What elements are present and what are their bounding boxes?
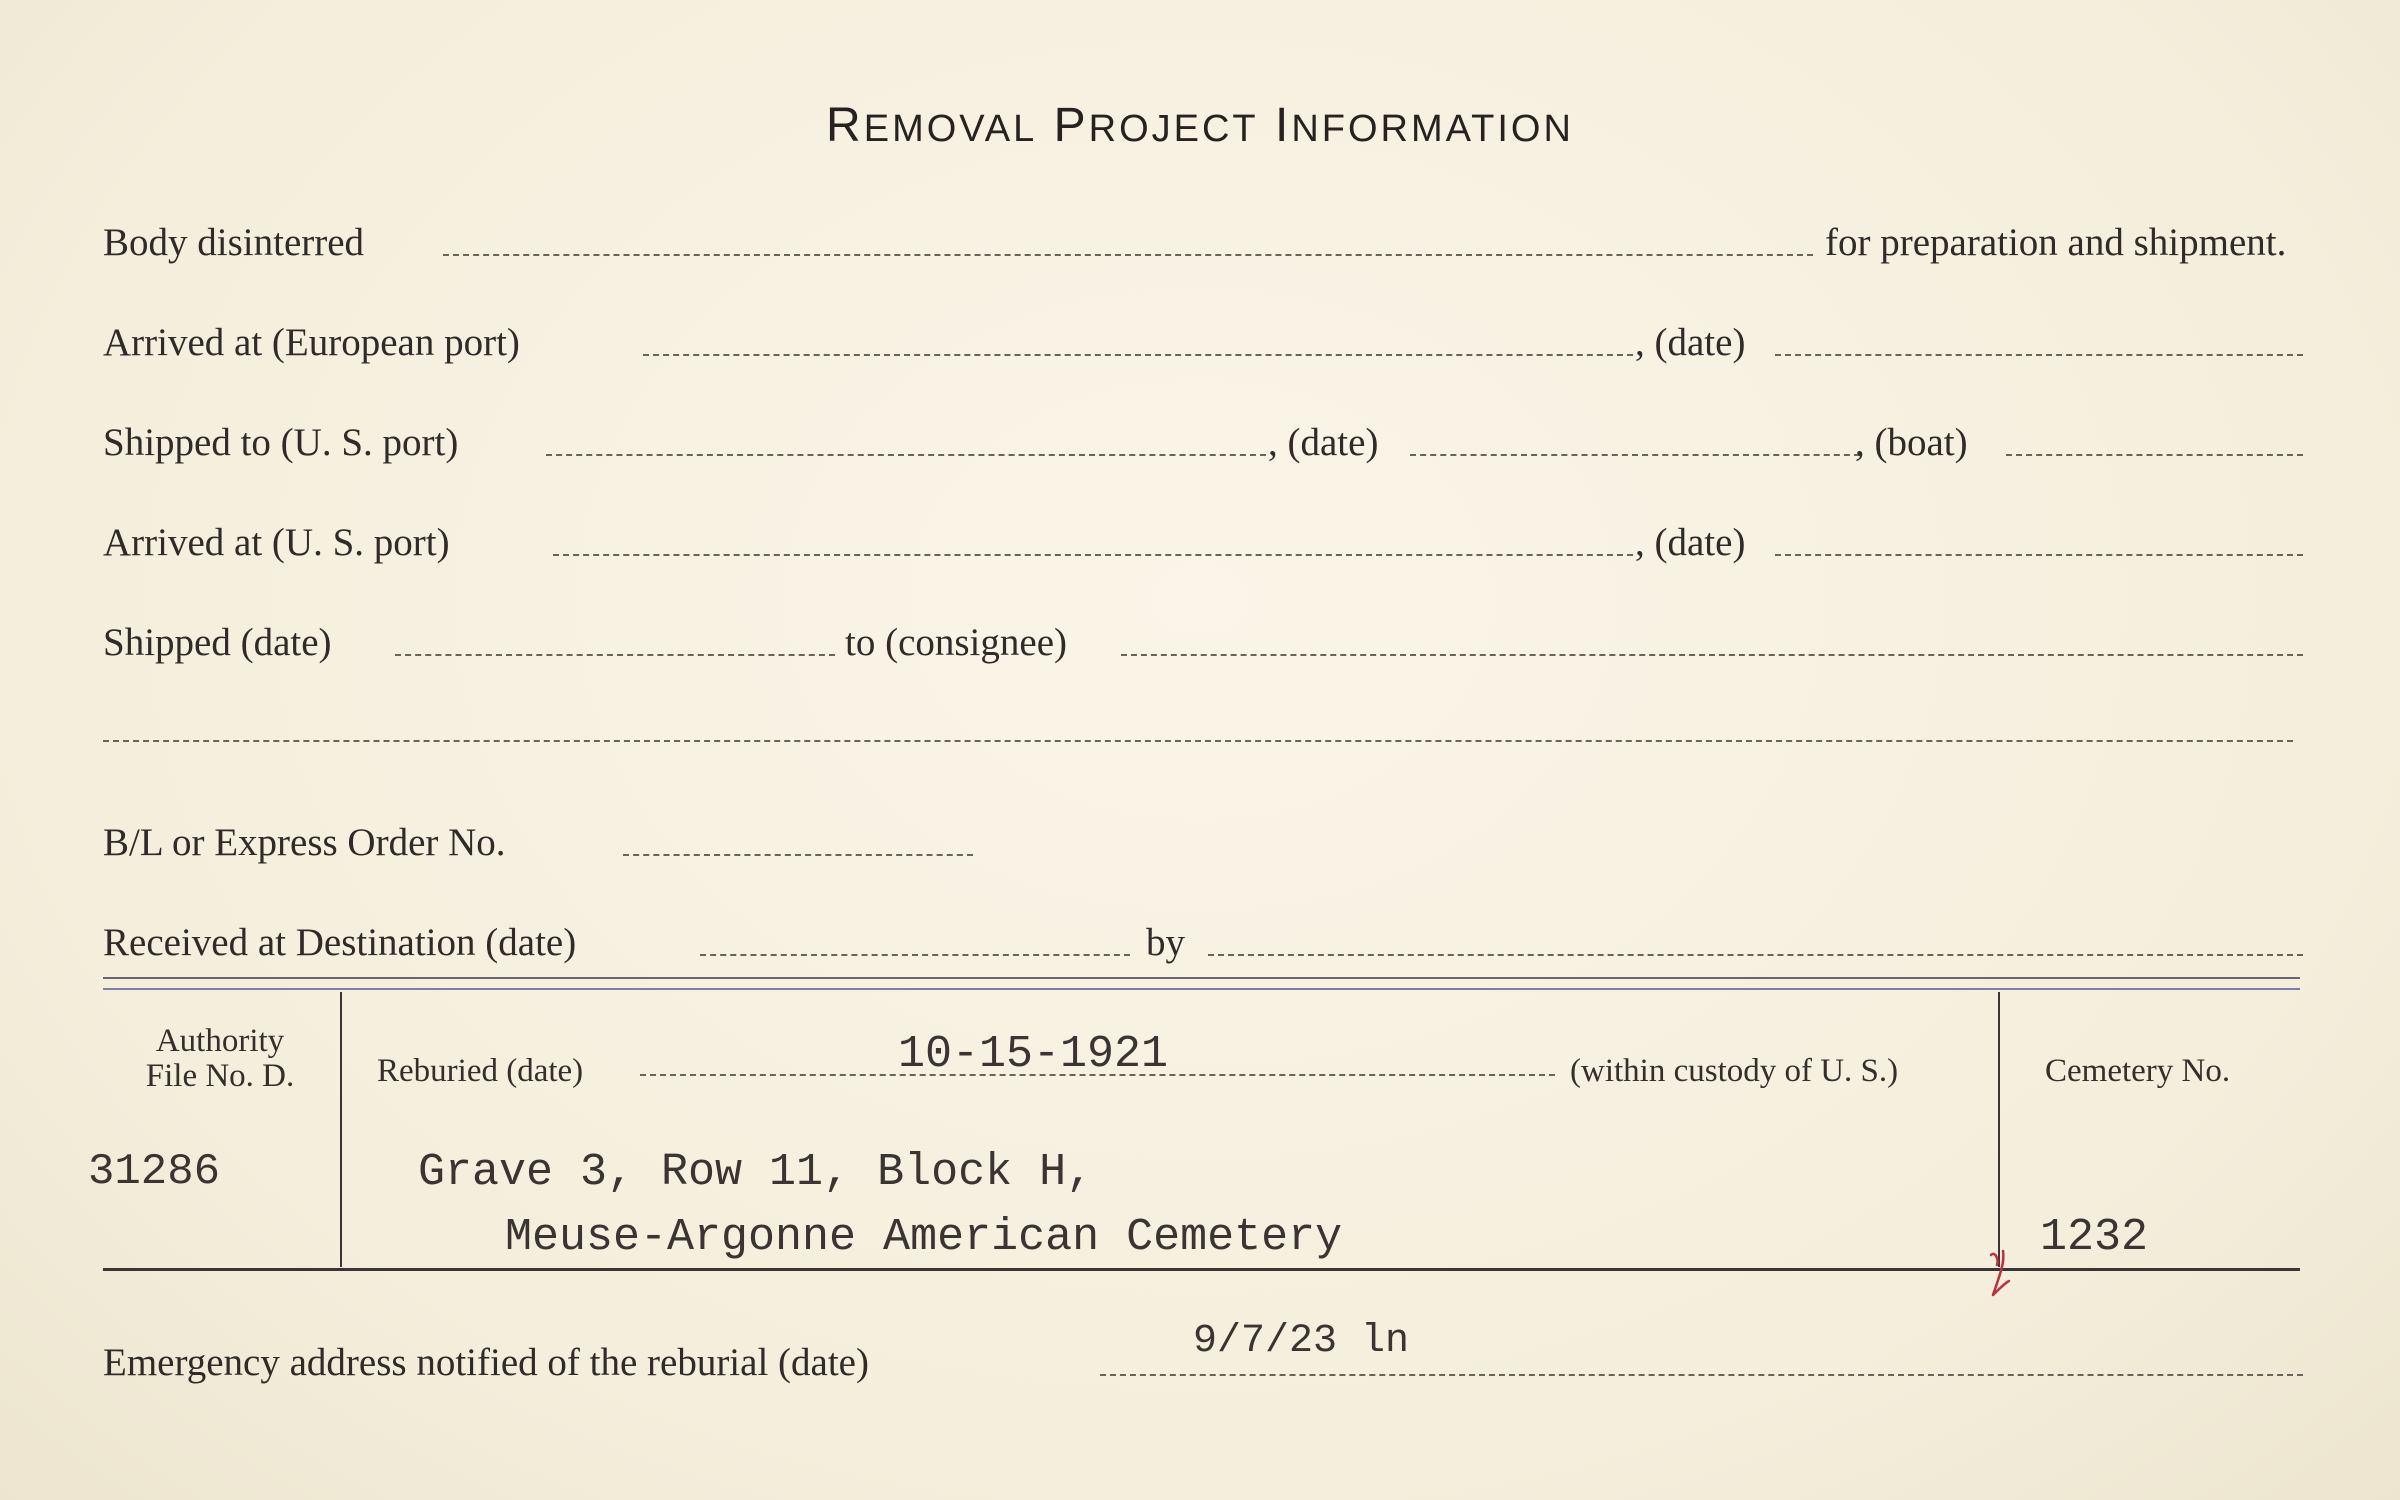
emergency-date-field (1100, 1374, 2303, 1376)
arrived-european-date-label: , (date) (1635, 321, 1746, 364)
reburied-date-value: 10-15-1921 (898, 1029, 1169, 1080)
emergency-label: Emergency address notified of the reburial (date) (103, 1341, 869, 1384)
received-by-label: by (1146, 921, 1185, 964)
authority-divider (340, 992, 342, 1267)
row-shipped-us-port (103, 410, 2303, 470)
bl-order-label: B/L or Express Order No. (103, 821, 506, 864)
consignee-field (1121, 654, 2303, 656)
shipped-us-port-date-label: , (date) (1268, 421, 1379, 464)
emergency-date-value: 9/7/23 ln (1193, 1319, 1410, 1364)
received-label: Received at Destination (date) (103, 921, 577, 964)
body-disinterred-suffix: for preparation and shipment. (1825, 221, 2287, 264)
shipped-us-port-date-field (1410, 454, 1860, 456)
row-bl-order (103, 810, 2303, 870)
arrived-us-port-date-label: , (date) (1635, 521, 1746, 564)
body-disinterred-field (443, 254, 1813, 256)
row-body-disinterred (103, 210, 2303, 270)
arrived-us-port-date-field (1775, 554, 2303, 556)
received-date-field (700, 954, 1130, 956)
shipped-us-port-label: Shipped to (U. S. port) (103, 421, 459, 464)
separator-line-double (103, 988, 2300, 990)
grave-location-line-2: Meuse-Argonne American Cemetery (505, 1212, 1343, 1263)
row-shipped-date (103, 610, 2303, 670)
separator-line (103, 977, 2300, 979)
cemetery-divider (1998, 992, 2000, 1267)
shipped-us-port-boat-field (2006, 454, 2303, 456)
lower-box-bottom-rule (103, 1268, 2300, 1271)
row-arrived-european (103, 310, 2303, 370)
cemetery-number-value: 1232 (2040, 1212, 2149, 1263)
bl-order-field (623, 854, 973, 856)
reburied-label: Reburied (date) (377, 1053, 584, 1089)
consignee-label: to (consignee) (845, 621, 1068, 664)
shipped-date-label: Shipped (date) (103, 621, 332, 664)
shipped-date-field (395, 654, 835, 656)
row-arrived-us-port (103, 510, 2303, 570)
authority-file-number: 31286 (88, 1147, 221, 1197)
shipped-us-port-boat-label: , (boat) (1855, 421, 1968, 464)
custody-label: (within custody of U. S.) (1570, 1053, 1899, 1089)
arrived-european-field (643, 354, 1633, 356)
shipped-us-port-field (546, 454, 1266, 456)
row-emergency (103, 1319, 2303, 1390)
consignee-field-continued (103, 740, 2293, 742)
red-pencil-mark (1985, 1245, 2025, 1305)
body-disinterred-label: Body disinterred (103, 221, 365, 264)
arrived-us-port-field (553, 554, 1633, 556)
grave-location-line-1: Grave 3, Row 11, Block H, (418, 1147, 1094, 1198)
authority-label: Authority File No. D. (145, 1023, 295, 1094)
arrived-us-port-label: Arrived at (U. S. port) (103, 521, 450, 564)
received-by-field (1208, 954, 2303, 956)
arrived-european-label: Arrived at (European port) (103, 321, 520, 364)
cemetery-number-label: Cemetery No. (2045, 1053, 2231, 1089)
arrived-european-date-field (1775, 354, 2303, 356)
row-received (103, 910, 2303, 970)
card-title: REMOVAL PROJECT INFORMATION (826, 99, 1574, 152)
